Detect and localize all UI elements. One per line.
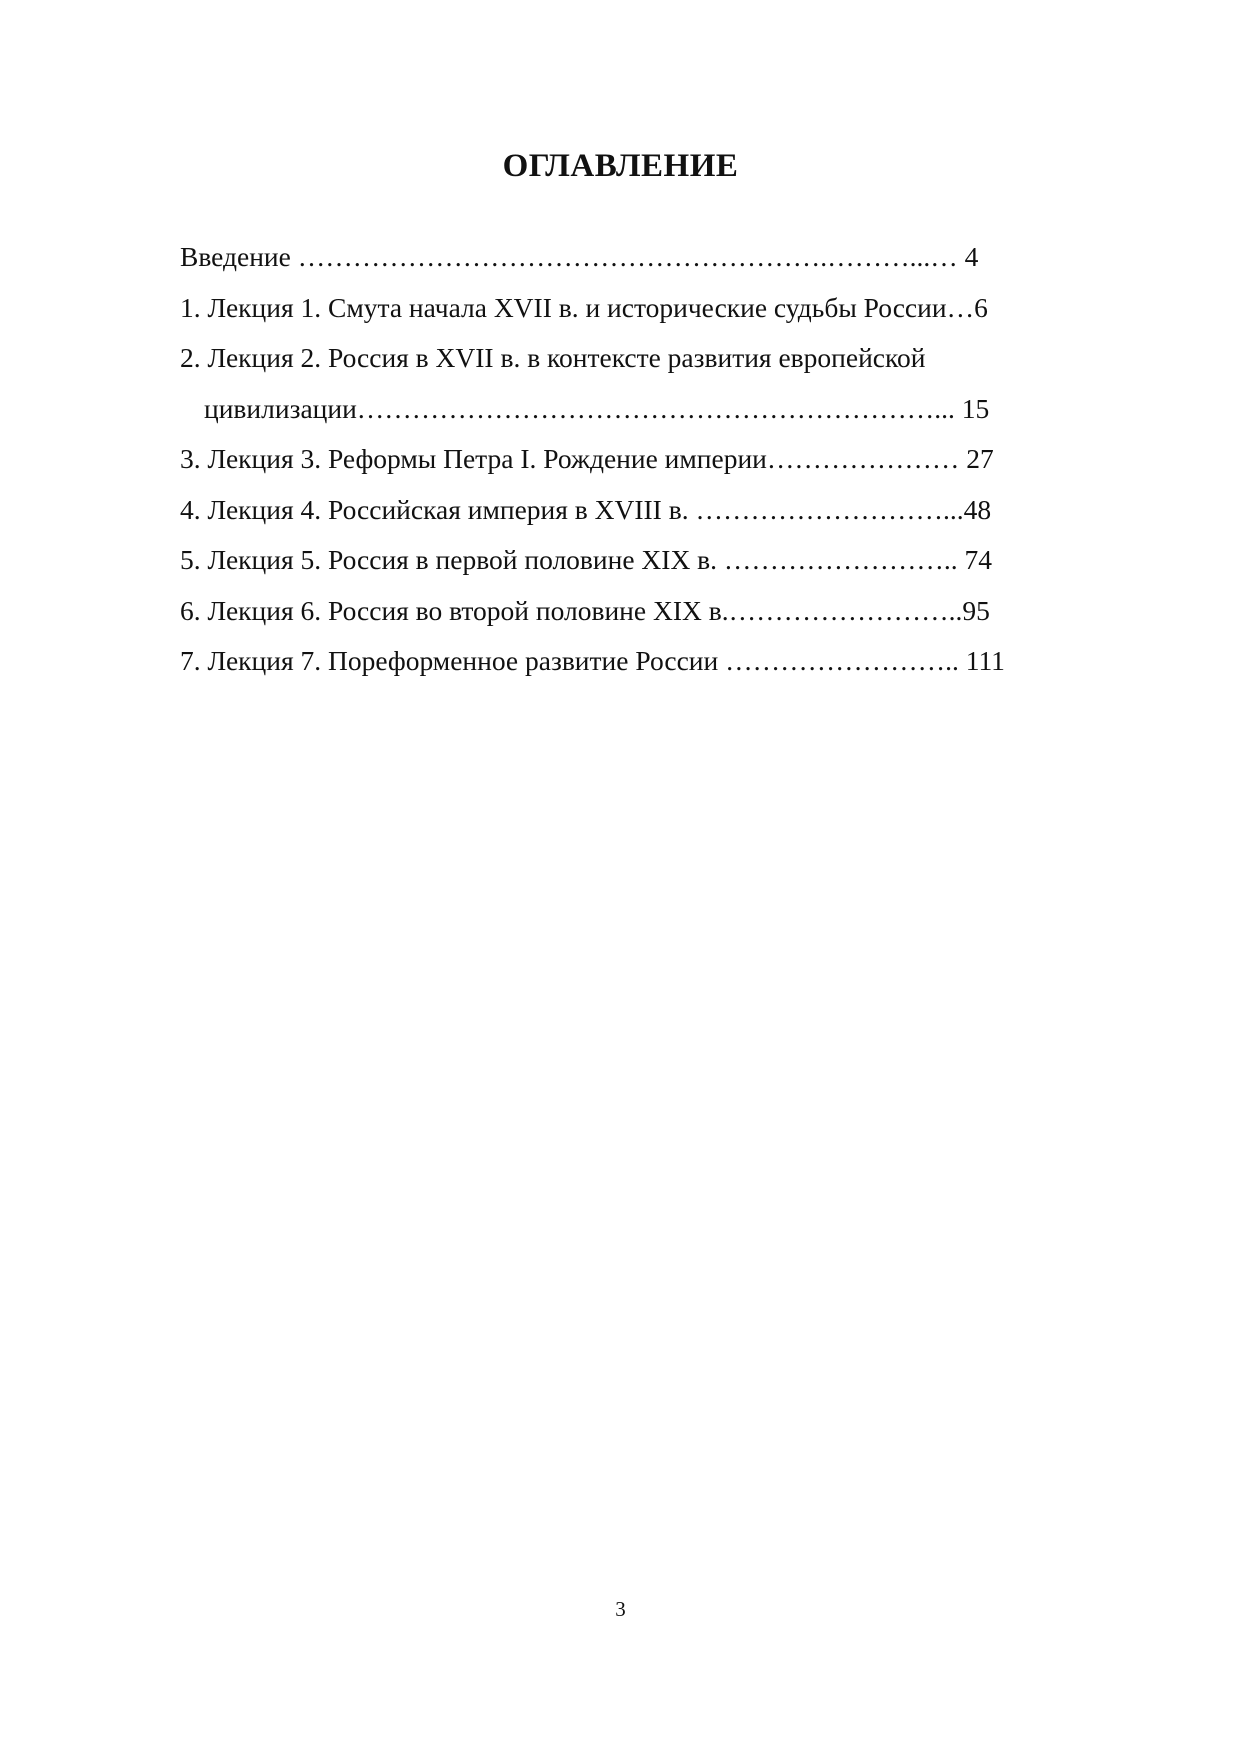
toc-entry-lecture-5: 5. Лекция 5. Россия в первой половине XIX в. …………………….. 74 (180, 544, 993, 575)
toc-entry-lecture-6: 6. Лекция 6. Россия во второй половине XIX в.……………………..95 (180, 594, 990, 626)
toc-entry-lecture-7: 7. Лекция 7. Пореформенное развитие России …………………….. 111 (180, 645, 1005, 676)
page-number: 3 (615, 1597, 626, 1621)
toc-entry-introduction: Введение ………………………………………………….………...… 4 (180, 241, 979, 272)
table-of-contents (180, 232, 1080, 687)
toc-entry-lecture-3: 3. Лекция 3. Реформы Петра I. Рождение империи………………… 27 (180, 443, 994, 474)
toc-entry-lecture-2: 2. Лекция 2. Россия в XVII в. в контексте развития европейской (180, 342, 926, 373)
page-title: ОГЛАВЛЕНИЕ (502, 148, 739, 184)
toc-entry-lecture-1: 1. Лекция 1. Смута начала XVII в. и исторические судьбы России…6 (180, 291, 988, 323)
toc-entry-lecture-2-continuation: цивилизации………………………………………………………... 15 (204, 392, 990, 424)
toc-entry-lecture-4: 4. Лекция 4. Российская империя в XVIII в. ………………………...48 (180, 493, 992, 525)
